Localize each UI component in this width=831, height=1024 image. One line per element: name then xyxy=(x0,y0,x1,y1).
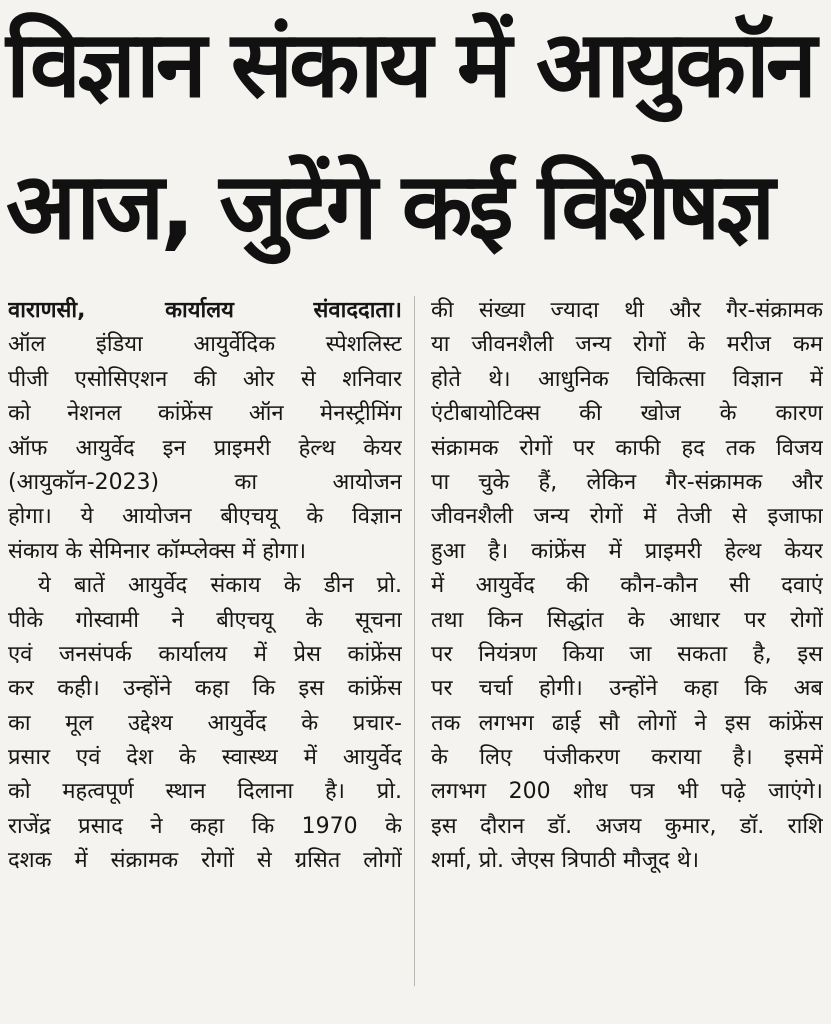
column-divider xyxy=(414,296,415,986)
body-line: तथा किन सिद्धांत के आधार पर रोगों xyxy=(431,607,823,633)
body-line: प्रसार एवं देश के स्वास्थ्य में आयुर्वेद xyxy=(8,745,402,771)
body-line: शर्मा, प्रो. जेएस त्रिपाठी मौजूद थे। xyxy=(431,848,700,874)
body-line: होते थे। आधुनिक चिकित्सा विज्ञान में xyxy=(431,366,823,392)
body-line: तक लगभग ढाई सौ लोगों ने इस कांफ्रेंस xyxy=(431,710,823,736)
body-line: इस दौरान डॉ. अजय कुमार, डॉ. राशि xyxy=(431,813,823,839)
body-line: पर नियंत्रण किया जा सकता है, इस xyxy=(431,641,823,667)
body-line: जीवनशैली जन्य रोगों में तेजी से इजाफा xyxy=(431,504,823,530)
body-line: दशक में संक्रामक रोगों से ग्रसित लोगों xyxy=(8,848,402,874)
body-line: एंटीबायोटिक्स की खोज के कारण xyxy=(431,401,823,427)
body-line: होगा। ये आयोजन बीएचयू के विज्ञान xyxy=(8,504,402,530)
body-line: पीजी एसोसिएशन की ओर से शनिवार xyxy=(8,366,402,392)
body-line: की संख्या ज्यादा थी और गैर-संक्रामक xyxy=(431,298,823,323)
dateline: वाराणसी, कार्यालय संवाददाता। xyxy=(8,298,402,323)
body-line: या जीवनशैली जन्य रोगों के मरीज कम xyxy=(431,332,823,358)
body-line: को नेशनल कांफ्रेंस ऑन मेनस्ट्रीमिंग xyxy=(8,401,402,427)
body-line: में आयुर्वेद की कौन-कौन सी दवाएं xyxy=(431,573,823,599)
body-line: पा चुके हैं, लेकिन गैर-संक्रामक और xyxy=(431,469,823,495)
body-line: एवं जनसंपर्क कार्यालय में प्रेस कांफ्रेंस xyxy=(8,641,402,667)
body-line: राजेंद्र प्रसाद ने कहा कि 1970 के xyxy=(8,813,402,839)
body-line: पीके गोस्वामी ने बीएचयू के सूचना xyxy=(8,607,402,633)
body-line: लगभग 200 शोध पत्र भी पढ़े जाएंगे। xyxy=(431,779,823,805)
headline-line-1: विज्ञान संकाय में आयुकॉन xyxy=(6,11,813,118)
body-line: संकाय के सेमिनार कॉम्प्लेक्स में होगा। xyxy=(8,538,307,564)
headline-line-2: आज, जुटेंगे कई विशेषज्ञ xyxy=(6,153,772,260)
paragraph-start-line: ये बातें आयुर्वेद संकाय के डीन प्रो. xyxy=(38,573,402,599)
body-line: (आयुकॉन-2023) का आयोजन xyxy=(8,469,402,495)
body-line: का मूल उद्देश्य आयुर्वेद के प्रचार- xyxy=(8,710,402,736)
article-column-left xyxy=(8,294,402,879)
headline xyxy=(6,12,826,260)
body-line: ऑल इंडिया आयुर्वेदिक स्पेशलिस्ट xyxy=(8,332,402,358)
article-column-right xyxy=(431,294,823,879)
body-line: संक्रामक रोगों पर काफी हद तक विजय xyxy=(431,435,823,461)
body-line: को महत्वपूर्ण स्थान दिलाना है। प्रो. xyxy=(8,779,402,805)
body-line: ऑफ आयुर्वेद इन प्राइमरी हेल्थ केयर xyxy=(8,435,402,461)
body-line: हुआ है। कांफ्रेंस में प्राइमरी हेल्थ केयर xyxy=(431,538,823,564)
body-line: के लिए पंजीकरण कराया है। इसमें xyxy=(431,745,823,771)
body-line: पर चर्चा होगी। उन्होंने कहा कि अब xyxy=(431,676,823,702)
body-line: कर कही। उन्होंने कहा कि इस कांफ्रेंस xyxy=(8,676,402,702)
